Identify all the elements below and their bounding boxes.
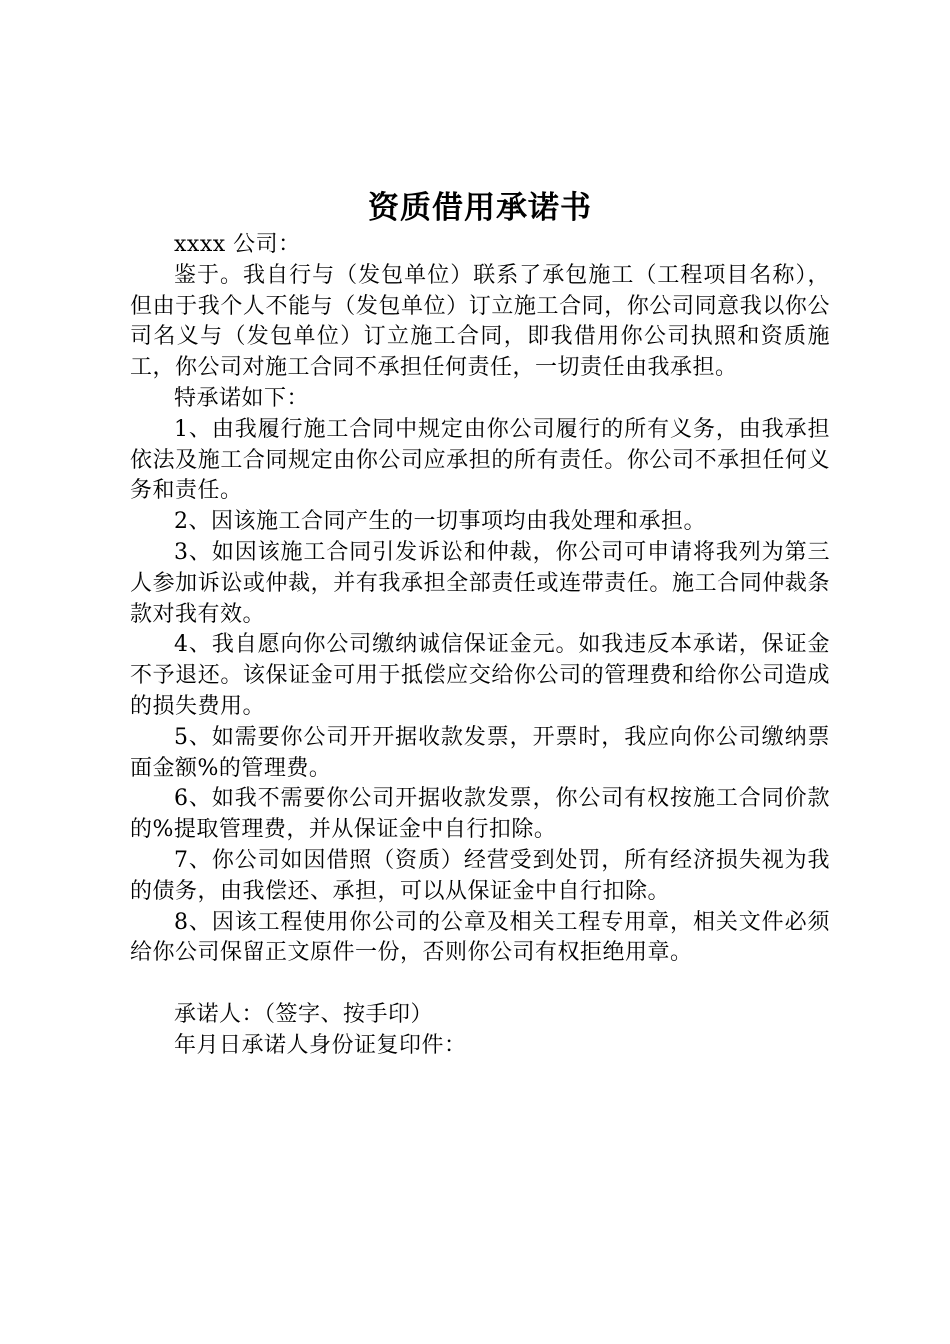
paragraph-item-1: 1、由我履行施工合同中规定由你公司履行的所有义务，由我承担依法及施工合同规定由你公司应承担的所有责任。你公司不承担任何义务和责任。 — [130, 416, 830, 504]
paragraph-item-7: 7、你公司如因借照（资质）经营受到处罚，所有经济损失视为我的债务，由我偿还、承担，可以从保证金中自行扣除。 — [130, 847, 830, 904]
paragraph-item-6: 6、如我不需要你公司开据收款发票，你公司有权按施工合同价款的%提取管理费，并从保证金中自行扣除。 — [130, 786, 830, 843]
document-title: 资质借用承诺书 — [368, 190, 592, 226]
paragraph-item-3: 3、如因该施工合同引发诉讼和仲裁，你公司可申请将我列为第三人参加诉讼或仲裁，并有我承担全部责任或连带责任。施工合同仲裁条款对我有效。 — [130, 539, 830, 627]
signature-line: 承诺人：（签字、按手印） — [174, 1002, 434, 1028]
paragraph-item-4: 4、我自愿向你公司缴纳诚信保证金元。如我违反本承诺，保证金不予退还。该保证金可用于抵偿应交给你公司的管理费和给你公司造成的损失费用。 — [130, 632, 830, 719]
paragraph-item-5: 5、如需要你公司开开据收款发票，开票时，我应向你公司缴纳票面金额%的管理费。 — [130, 724, 830, 781]
document-page — [130, 186, 830, 1061]
salutation: xxxx 公司： — [174, 232, 301, 257]
date-line: 年月日承诺人身份证复印件： — [174, 1033, 467, 1059]
paragraph-commitment-intro: 特承诺如下： — [174, 385, 310, 411]
paragraph-item-8: 8、因该工程使用你公司的公章及相关工程专用章，相关文件必须给你公司保留正文原件一份，否则你公司有权拒绝用章。 — [130, 909, 830, 966]
paragraph-item-2: 2、因该施工合同产生的一切事项均由我处理和承担。 — [174, 509, 706, 535]
paragraph-preamble: 鉴于。我自行与（发包单位）联系了承包施工（工程项目名称），但由于我个人不能与（发包单位）订立施工合同，你公司同意我以你公司名义与（发包单位）订立施工合同，即我借用你公司执照和资质施工，你公司对施工合同不承担任何责任，一切责任由我承担。 — [130, 262, 830, 381]
signature-spacer — [130, 969, 830, 999]
